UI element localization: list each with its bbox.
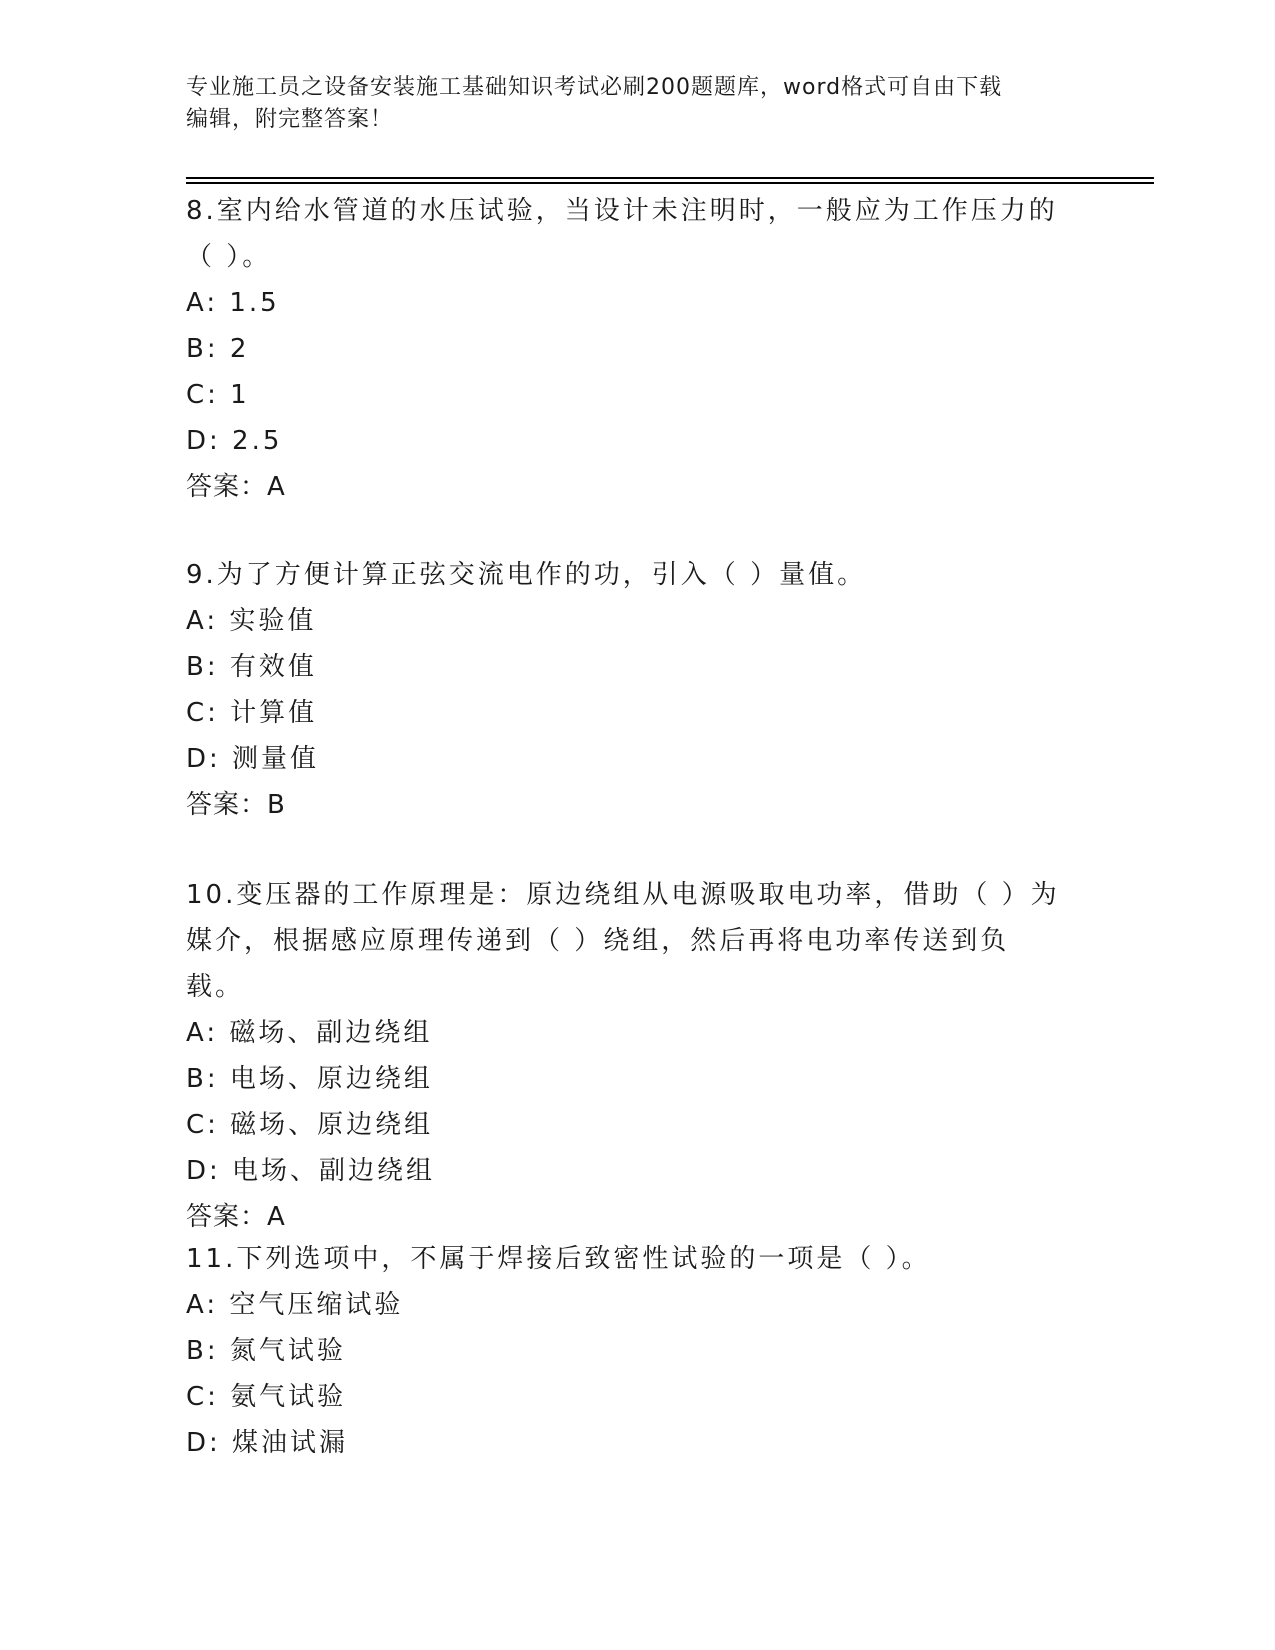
option-b: B: 电场、原边绕组: [186, 1064, 433, 1094]
question-text: 10.变压器的工作原理是：原边绕组从电源吸取电功率，借助（ ）为: [186, 880, 1060, 910]
option-b: B: 有效值: [186, 652, 317, 682]
option-d: D: 2.5: [186, 426, 283, 456]
header-line-1: 专业施工员之设备安装施工基础知识考试必刷200题题库，word格式可自由下载: [186, 75, 1003, 100]
option-b: B: 氮气试验: [186, 1336, 346, 1366]
header-divider-top: [186, 177, 1154, 179]
option-b: B: 2: [186, 334, 250, 364]
document-header: [186, 72, 1066, 136]
option-c: C: 计算值: [186, 698, 318, 728]
question-text-continued: 媒介，根据感应原理传递到（ ）绕组，然后再将电功率传送到负载。: [186, 926, 1010, 1002]
option-d: D: 煤油试漏: [186, 1428, 349, 1458]
option-d: D: 电场、副边绕组: [186, 1156, 436, 1186]
answer: 答案：A: [186, 472, 286, 502]
question-text: 11.下列选项中，不属于焊接后致密性试验的一项是（ ）。: [186, 1244, 931, 1274]
option-c: C: 1: [186, 380, 250, 410]
option-a: A: 1.5: [186, 288, 280, 318]
question-text: 9.为了方便计算正弦交流电作的功，引入（ ）量值。: [186, 560, 867, 590]
question-text-continued: （ ）。: [186, 242, 272, 272]
option-c: C: 磁场、原边绕组: [186, 1110, 434, 1140]
question-text: 8.室内给水管道的水压试验，当设计未注明时，一般应为工作压力的: [186, 196, 1058, 226]
header-line-2: 编辑，附完整答案！: [186, 107, 394, 132]
option-a: A: 磁场、副边绕组: [186, 1018, 433, 1048]
option-d: D: 测量值: [186, 744, 320, 774]
option-a: A: 实验值: [186, 606, 317, 636]
option-a: A: 空气压缩试验: [186, 1290, 404, 1320]
option-c: C: 氨气试验: [186, 1382, 347, 1412]
question-10: [186, 872, 1066, 1240]
header-divider-bottom: [186, 182, 1154, 184]
answer: 答案：A: [186, 1202, 286, 1232]
question-11: [186, 1236, 1066, 1466]
question-9: [186, 552, 1066, 828]
answer: 答案：B: [186, 790, 286, 820]
question-8: [186, 188, 1066, 510]
